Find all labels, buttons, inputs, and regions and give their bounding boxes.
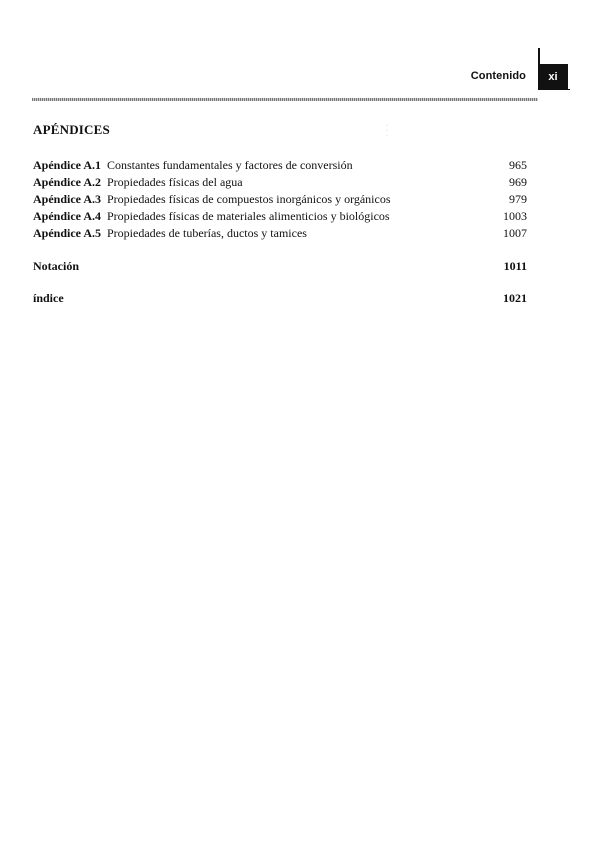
toc-label: Apéndice A.5 — [33, 226, 102, 240]
toc-title: Propiedades de tuberías, ductos y tamices — [107, 226, 307, 240]
index-page: 1021 — [503, 291, 527, 305]
toc-label: Apéndice A.4 — [33, 209, 102, 223]
toc-label: Apéndice A.2 — [33, 175, 102, 189]
section-title: APÉNDICES — [33, 122, 110, 137]
toc-page: 1007 — [503, 226, 527, 240]
toc-title: Propiedades físicas de compuestos inorgánicos y orgánicos — [107, 192, 391, 206]
toc-row-a5 — [33, 225, 527, 242]
toc-entry-index — [33, 291, 527, 306]
header-rule — [32, 98, 538, 101]
notation-title: Notación — [33, 259, 79, 273]
page-number-tab — [538, 64, 568, 89]
page-tab-foot — [538, 89, 570, 90]
page-number: xi — [548, 70, 558, 83]
toc-page: 979 — [509, 192, 527, 206]
toc-row-a2 — [33, 174, 527, 191]
page-tab-edge — [538, 48, 540, 64]
notation-page: 1011 — [503, 259, 527, 273]
toc-entry-notation — [33, 259, 527, 274]
toc-title: Constantes fundamentales y factores de conversión — [107, 158, 353, 172]
toc-page: 1003 — [503, 209, 527, 223]
toc-page: 969 — [509, 175, 527, 189]
toc-title: Propiedades físicas de materiales alimenticios y biológicos — [107, 209, 390, 223]
toc-title: Propiedades físicas del agua — [107, 175, 243, 189]
toc-row-a4 — [33, 208, 527, 225]
appendix-list — [33, 157, 527, 242]
toc-row-a1 — [33, 157, 527, 174]
scan-artifact-mark: · · · — [386, 123, 388, 139]
toc-row-a3 — [33, 191, 527, 208]
index-title: índice — [33, 291, 64, 305]
toc-label: Apéndice A.1 — [33, 158, 102, 172]
running-header-title: Contenido — [470, 70, 526, 82]
toc-label: Apéndice A.3 — [33, 192, 102, 206]
toc-page: 965 — [509, 158, 527, 172]
